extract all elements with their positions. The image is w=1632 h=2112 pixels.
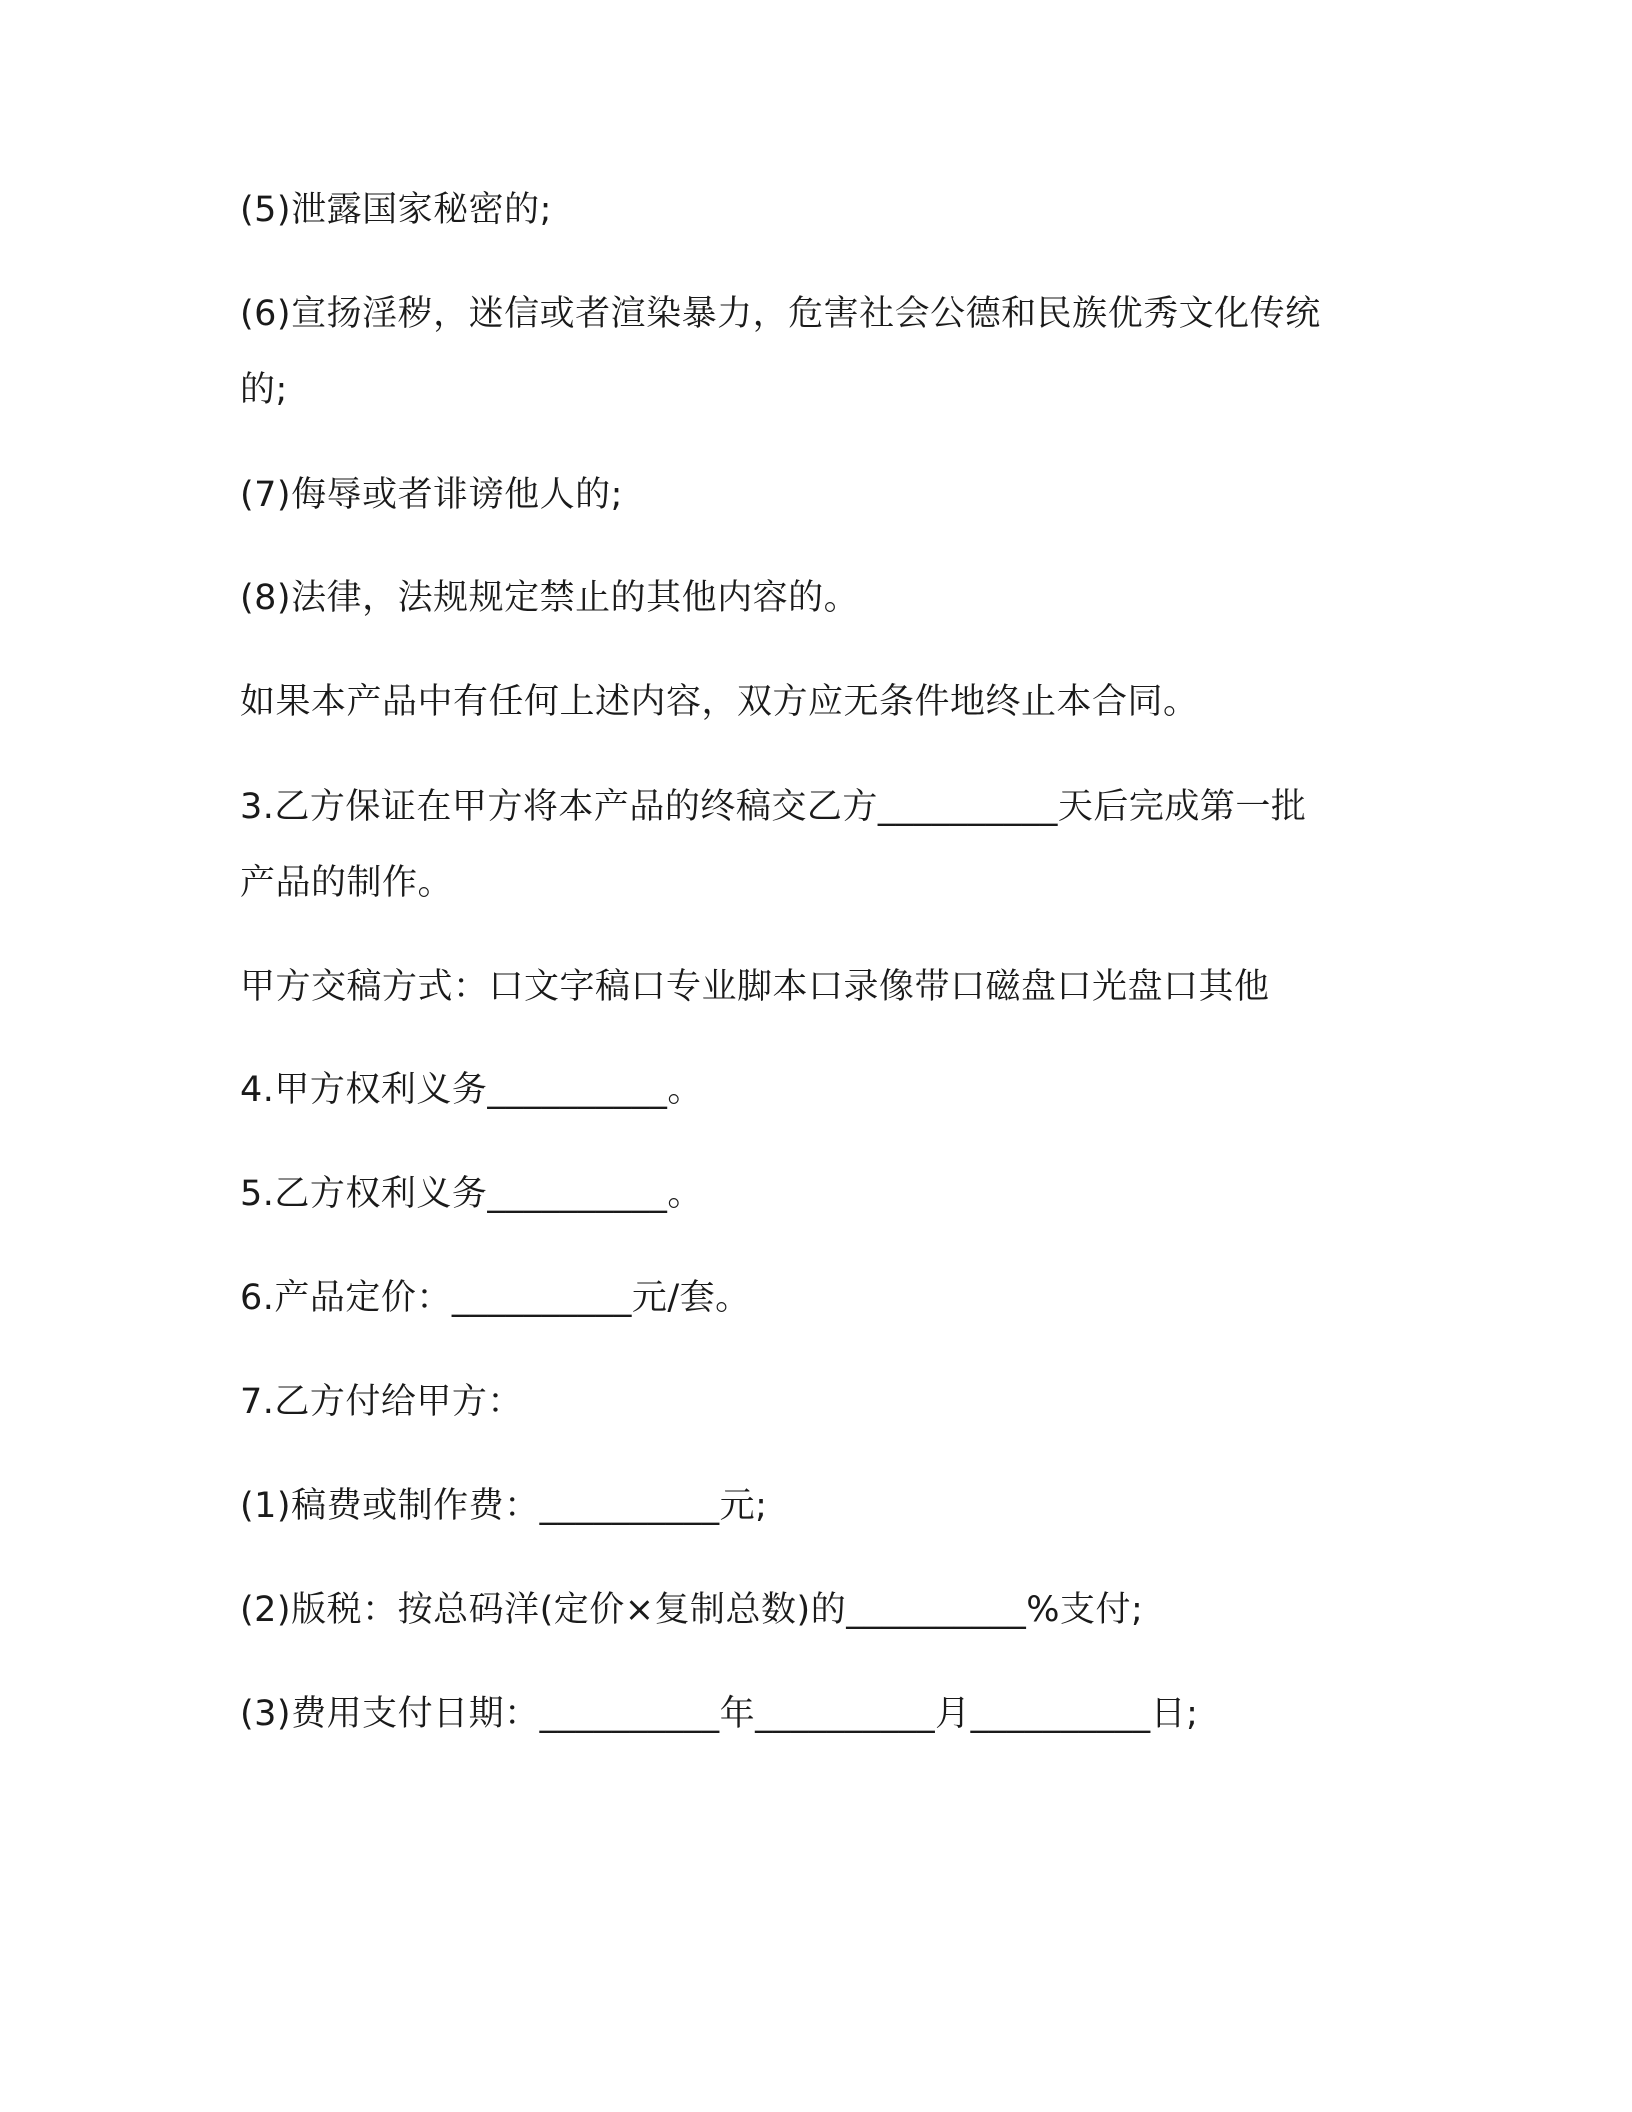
termination-text: 如果本产品中有任何上述内容，双方应无条件地终止本合同。 [240,682,1199,722]
item-7-text: (7)侮辱或者诽谤他人的; [240,475,623,515]
item-6-text-line1: (6)宣扬淫秽，迷信或者渲染暴力，危害社会公德和民族优秀文化传统 [240,294,1321,334]
clause-7-2-text: (2)版税：按总码洋(定价×复制总数)的__________%支付; [240,1590,1144,1630]
clause-3-text-line2: 产品的制作。 [240,863,454,903]
item-5-text: (5)泄露国家秘密的; [240,190,552,230]
clause-7-1-text: (1)稿费或制作费：__________元; [240,1486,768,1526]
delivery-method-text: 甲方交稿方式：口文字稿口专业脚本口录像带口磁盘口光盘口其他 [240,967,1270,1007]
clause-4-text: 4.甲方权利义务__________。 [240,1070,703,1110]
item-8-text: (8)法律，法规规定禁止的其他内容的。 [240,578,860,618]
clause-3-text-line1: 3.乙方保证在甲方将本产品的终稿交乙方__________天后完成第一批 [240,787,1307,827]
clause-5-text: 5.乙方权利义务__________。 [240,1174,703,1214]
item-6-text-line2: 的; [240,370,288,410]
clause-6-text: 6.产品定价：__________元/套。 [240,1278,751,1318]
clause-7-3-text: (3)费用支付日期：__________年__________月__________日; [240,1694,1199,1734]
clause-7-text: 7.乙方付给甲方： [240,1382,523,1422]
